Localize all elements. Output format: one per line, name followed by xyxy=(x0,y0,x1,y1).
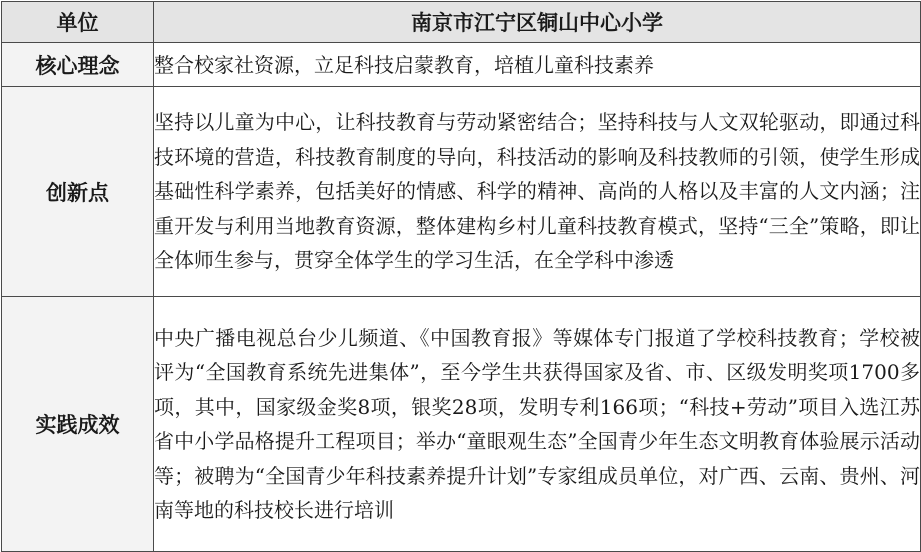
row-label-core-concept: 核心理念 xyxy=(2,43,154,87)
row-content-practice-results: 中央广播电视总台少儿频道、《中国教育报》等媒体专门报道了学校科技教育；学校被评为“全国教育系统先进集体”，至今学生共获得国家及省、市、区级发明奖项1700多项，其中，国家级金奖8项，银奖28项，发明专利166项；“科技+劳动”项目入选江苏省中小学品格提升工程项目；举办“童眼观生态”全国青少年生态文明教育体验展示活动等；被聘为“全国青少年科技素养提升计划”专家组成员单位，对广西、云南、贵州、河南等地的科技校长进行培训 xyxy=(154,297,921,552)
table-row-practice-results xyxy=(2,297,921,552)
row-content-innovation: 坚持以儿童为中心，让科技教育与劳动紧密结合；坚持科技与人文双轮驱动，即通过科技环境的营造，科技教育制度的导向，科技活动的影响及科技教师的引领，使学生形成基础性科学素养，包括美好的情感、科学的精神、高尚的人格以及丰富的人文内涵；注重开发与利用当地教育资源，整体建构乡村儿童科技教育模式，坚持“三全”策略，即让全体师生参与，贯穿全体学生的学习生活，在全学科中渗透 xyxy=(154,87,921,297)
table-row-core-concept xyxy=(2,43,921,87)
header-label-cell: 单位 xyxy=(2,2,154,43)
row-label-practice-results: 实践成效 xyxy=(2,297,154,552)
school-info-table xyxy=(1,1,921,552)
table-header-row xyxy=(2,2,921,43)
row-label-innovation: 创新点 xyxy=(2,87,154,297)
row-content-core-concept: 整合校家社资源，立足科技启蒙教育，培植儿童科技素养 xyxy=(154,43,921,87)
header-school-name-cell: 南京市江宁区铜山中心小学 xyxy=(154,2,921,43)
table-row-innovation xyxy=(2,87,921,297)
